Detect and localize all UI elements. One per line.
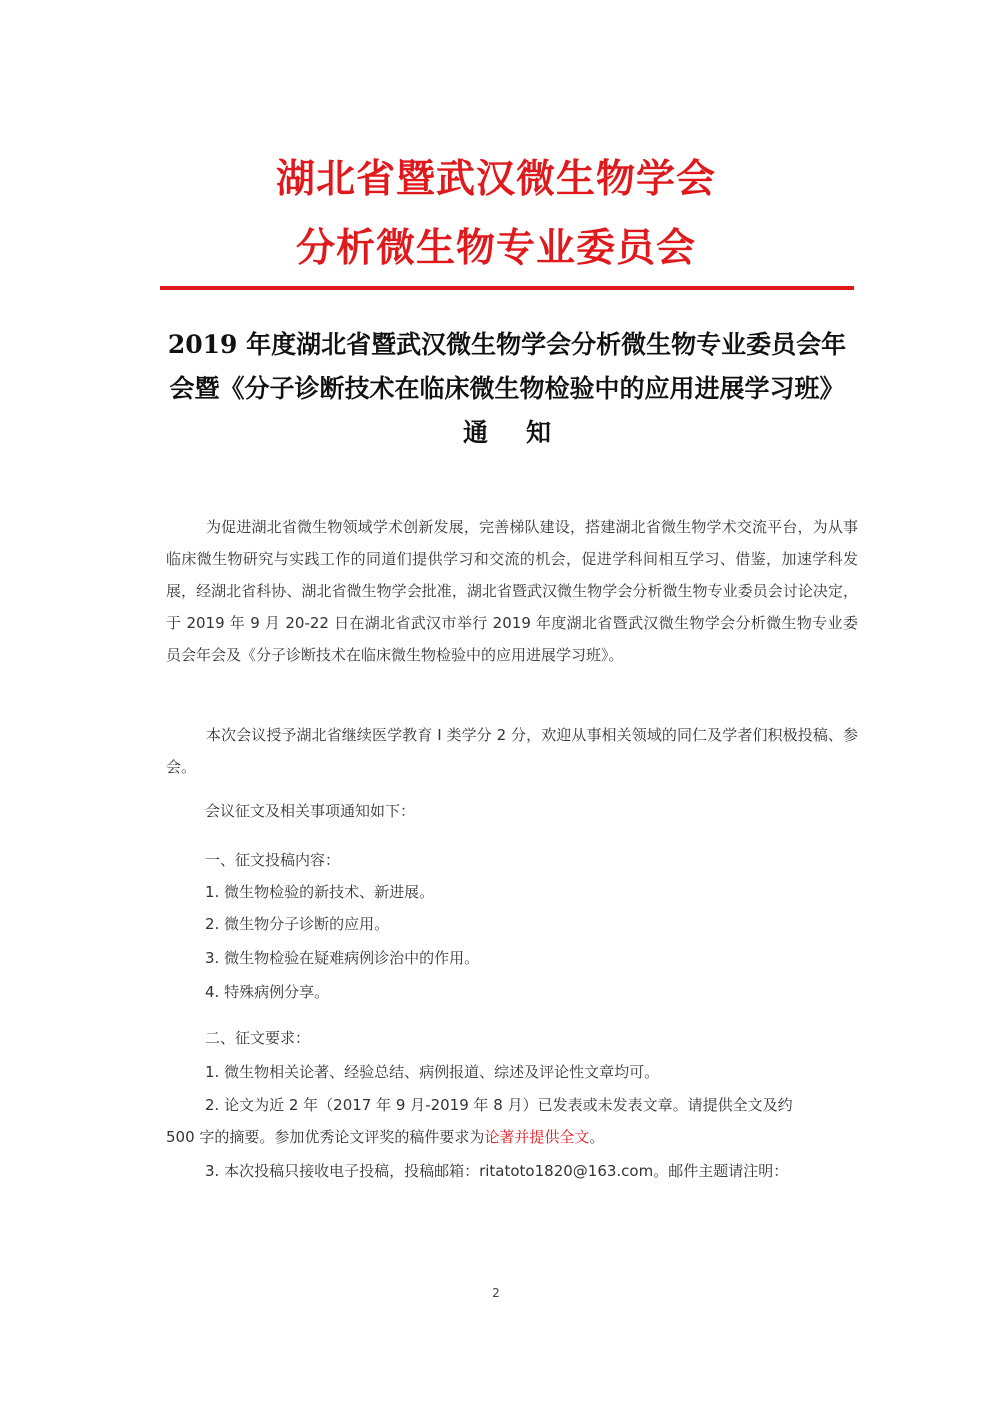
requirement-2-highlight: 论著并提供全文: [484, 1128, 590, 1146]
section1-item: 1. 微生物检验的新技术、新进展。: [205, 883, 435, 901]
section1-item: 4. 特殊病例分享。: [205, 983, 330, 1001]
requirement-3: 3. 本次投稿只接收电子投稿，投稿邮箱：ritatoto1820@163.com。邮件主题请注明：: [205, 1162, 789, 1180]
section2-heading: 二、征文要求：: [205, 1029, 311, 1047]
notice-title-line1: 2019 年度湖北省暨武汉微生物学会分析微生物专业委员会年: [167, 330, 847, 359]
requirement-1: 1. 微生物相关论著、经验总结、病例报道、综述及评论性文章均可。: [205, 1063, 660, 1081]
requirement-2-text: 500 字的摘要。参加优秀论文评奖的稿件要求为: [166, 1128, 485, 1146]
requirement-2-end: 。: [589, 1128, 605, 1146]
section1-heading: 一、征文投稿内容：: [205, 851, 341, 869]
org-title-line2: 分析微生物专业委员会: [295, 226, 696, 271]
credit-paragraph: 本次会议授予湖北省继续医学教育 I 类学分 2 分，欢迎从事相关领域的同仁及学者们积极投稿、参会。: [166, 726, 858, 776]
notice-title-line3: 通知: [462, 418, 589, 447]
intro-paragraph: 为促进湖北省微生物领域学术创新发展，完善梯队建设，搭建湖北省微生物学术交流平台，为从事临床微生物研究与实践工作的同道们提供学习和交流的机会，促进学科间相互学习、借鉴，加速学科发展，经湖北省科协、湖北省微生物学会批准，湖北省暨武汉微生物学会分析微生物专业委员会讨论决定，于 2019 年 9 月 20-22 日在湖北省武汉市举行 2019 年度湖北省暨武汉微生物学会分析微生物专业委员会年会及《分子诊断技术在临床微生物检验中的应用进展学习班》。: [166, 518, 858, 664]
notice-title-line2: 会暨《分子诊断技术在临床微生物检验中的应用进展学习班》: [169, 374, 845, 403]
section1-item: 2. 微生物分子诊断的应用。: [205, 915, 390, 933]
requirement-2-line2: [166, 1126, 604, 1147]
notice-intro: 会议征文及相关事项通知如下：: [205, 802, 416, 820]
org-title-line1: 湖北省暨武汉微生物学会: [275, 157, 716, 202]
requirement-2-line1: 2. 论文为近 2 年（2017 年 9 月-2019 年 8 月）已发表或未发表文章。请提供全文及约: [205, 1096, 793, 1114]
red-divider: [160, 286, 854, 290]
page-number: 2: [492, 1286, 500, 1300]
section1-item: 3. 微生物检验在疑难病例诊治中的作用。: [205, 949, 480, 967]
